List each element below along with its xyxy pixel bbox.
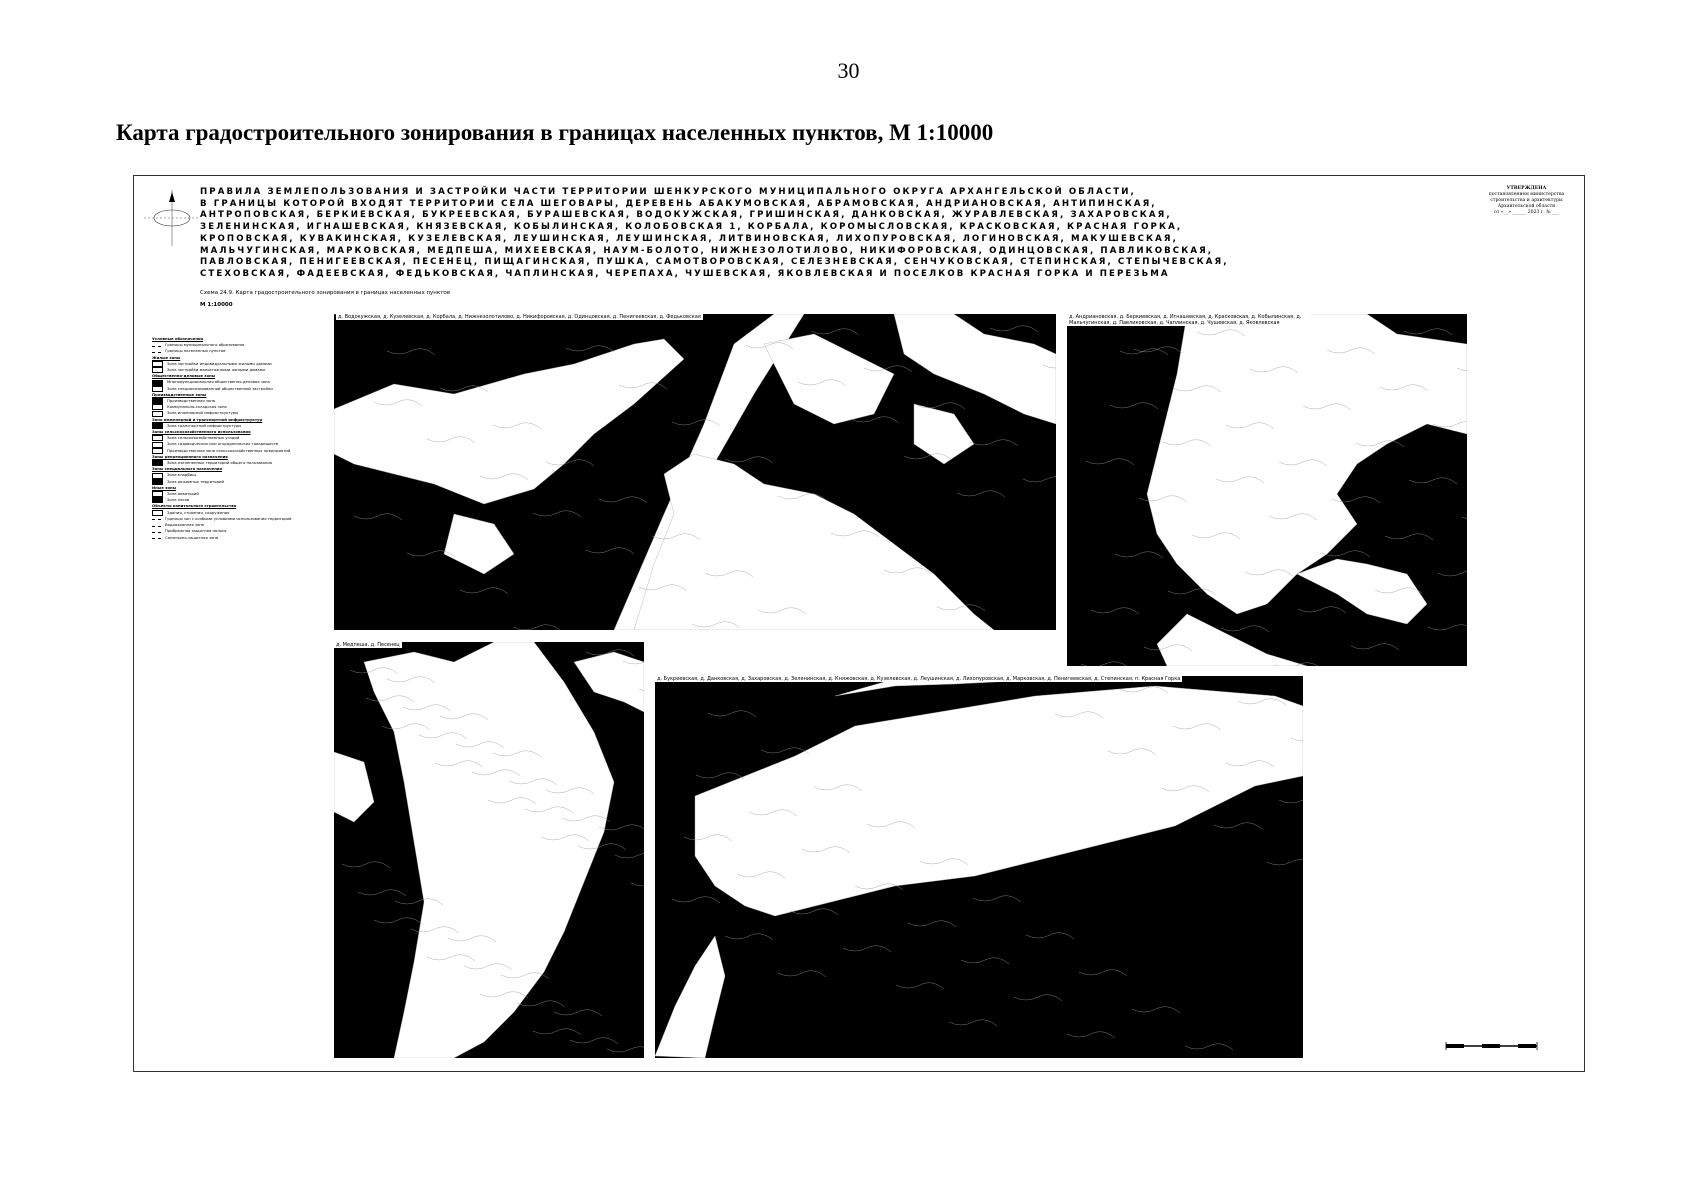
legend-swatch — [152, 491, 163, 497]
legend-swatch — [152, 380, 163, 386]
legend-label: Зона акваторий — [167, 491, 199, 497]
legend-label: Объекты капитального строительства — [152, 503, 237, 509]
legend-label: Коммунально-складская зона — [167, 404, 227, 410]
legend-label: Санитарно-защитная зона — [165, 534, 219, 540]
approval-line: постановлением министерства — [1488, 192, 1565, 197]
legend-swatch — [152, 404, 163, 410]
sheet-header — [200, 187, 1340, 281]
legend-label: Зона инженерной и транспортной инфраструктур — [152, 416, 263, 422]
legend-label: Водоохранная зона — [165, 522, 205, 528]
legend-label: Границы муниципального образования — [165, 342, 245, 348]
legend-label: Зона режимных территорий — [167, 478, 224, 484]
legend-label: Зона застройки индивидуальными жилыми домами — [167, 360, 272, 366]
legend-swatch — [152, 442, 163, 448]
map-panel-1 — [334, 314, 1056, 630]
legend-label: Зоны рекреационного назначения — [152, 453, 228, 459]
legend-swatch — [152, 510, 163, 516]
legend-swatch — [152, 411, 163, 417]
header-line: ПАВЛОВСКАЯ, ПЕНИГЕЕВСКАЯ, ПЕСЕНЕЦ, ПИЩАГИНСКАЯ, ПУШКА, САМОТВОРОВСКАЯ, СЕЛЕЗНЕВСКАЯ, СЕНЧУКОВСКАЯ, СТЕПИНСКАЯ, СТЕПЫЧЕВСКАЯ, — [200, 257, 1229, 268]
sheet-subtitle: Схема 24.9. Карта градостроительного зонирования в границах населенных пунктов — [200, 290, 451, 296]
legend-swatch — [152, 386, 163, 392]
document-title: Карта градостроительного зонирования в границах населенных пунктов, М 1:10000 — [116, 120, 994, 145]
legend-swatch — [152, 460, 163, 466]
legend-label: Производственные зоны — [152, 391, 207, 397]
scale-bar-icon — [1444, 1040, 1539, 1052]
legend-swatch — [152, 361, 163, 367]
approval-line: от «__» ______ 2023 г. № ___ — [1494, 210, 1559, 215]
approval-line: строительства и архитектуры — [1490, 198, 1563, 203]
legend-swatch — [152, 479, 163, 485]
north-arrow-icon — [142, 188, 202, 248]
legend-swatch — [152, 524, 161, 527]
legend-label: Зоны сельскохозяйственного использования — [152, 429, 251, 435]
legend-label: Зона лесов — [167, 497, 190, 503]
legend-label: Жилые зоны — [152, 354, 181, 360]
legend-label: Зона озелененных территорий общего пользования — [167, 460, 273, 466]
map-panel-3 — [334, 642, 644, 1058]
legend-label: Многофункциональная общественно-деловая зона — [167, 379, 270, 385]
legend-swatch — [152, 435, 163, 441]
legend-label: Зона застройки малоэтажными жилыми домами — [167, 367, 265, 373]
header-line: ПРАВИЛА ЗЕМЛЕПОЛЬЗОВАНИЯ И ЗАСТРОЙКИ ЧАСТИ ТЕРРИТОРИИ ШЕНКУРСКОГО МУНИЦИПАЛЬНОГО ОКРУГА АРХАНГЕЛЬСКОЙ ОБЛАСТИ, — [200, 187, 1136, 197]
header-line: АНТРОПОВСКАЯ, БЕРКИЕВСКАЯ, БУКРЕЕВСКАЯ, БУРАШЕВСКАЯ, ВОДОКУЖСКАЯ, ГРИШИНСКАЯ, ДАНКОВСКАЯ, ЖУРАВЛЕВСКАЯ, ЗАХАРОВСКАЯ, — [200, 210, 1172, 221]
legend-label: Зона садоводческих или огороднических товариществ — [167, 441, 279, 447]
legend-label: Границы населенных пунктов — [165, 348, 226, 354]
legend-label: Зона инженерной инфраструктуры — [167, 410, 239, 416]
legend-title: Условные обозначения — [152, 336, 204, 341]
panel-label: д. Медпеша, д. Песенец — [336, 642, 400, 648]
legend-label: Зона специализированной общественной застройки — [167, 385, 273, 391]
legend-label: Производственная зона сельскохозяйственных предприятий — [167, 447, 291, 453]
legend-swatch — [152, 530, 161, 533]
legend-row — [152, 535, 317, 541]
panel-label: д. Букреевская, д. Данковская, д. Захаровская, д. Зеленинская, д. Княжовская, д. Кузелевская, д. Леушинская, д. Лихопуровская, д. Марковская, д. Пенигеевская, д. Степинская, п. Красная Горка — [657, 676, 1181, 682]
zoning-map-image — [334, 642, 644, 1058]
legend-swatch — [152, 367, 163, 373]
zoning-map-image — [334, 314, 1056, 630]
header-line: В ГРАНИЦЫ КОТОРОЙ ВХОДЯТ ТЕРРИТОРИИ СЕЛА ШЕГОВАРЫ, ДЕРЕВЕНЬ АБАКУМОВСКАЯ, АБРАМОВСКАЯ, АНДРИАНОВСКАЯ, АНТИПИНСКАЯ, — [200, 198, 1157, 209]
legend-swatch — [152, 497, 163, 503]
legend-swatch — [152, 350, 161, 353]
legend-label: Границы зон с особыми условиями использования территорий — [165, 515, 292, 521]
panel-label: д. Андриановская, д. Беркиевская, д. Игнашевская, д. Красковская, д. Кобылинская, д. Мальчугинская, д. Павликовская, д. Чаплинская, д. Чушевская, д. Яковлевская — [1067, 314, 1311, 326]
legend-swatch — [152, 536, 161, 539]
header-line: ЗЕЛЕНИНСКАЯ, ИГНАШЕВСКАЯ, КНЯЗЕВСКАЯ, КОБЫЛИНСКАЯ, КОЛОБОВСКАЯ 1, КОРБАЛА, КОРОМЫСЛОВСКАЯ, КРАСКОВСКАЯ, КРАСНАЯ ГОРКА, — [200, 222, 1183, 233]
zoning-map-image — [1067, 314, 1467, 666]
page-number: 30 — [837, 58, 860, 83]
map-sheet — [133, 175, 1585, 1072]
legend-label: Зона транспортной инфраструктуры — [167, 422, 242, 428]
legend-swatch — [152, 398, 163, 404]
legend-swatch — [152, 517, 161, 520]
header-line: КРОПОВСКАЯ, КУВАКИНСКАЯ, КУЗЕЛЕВСКАЯ, ЛЕУШИНСКАЯ, ЛЕУШИНСКАЯ, ЛИТВИНОВСКАЯ, ЛИХОПУРОВСКАЯ, ЛОГИНОВСКАЯ, МАКУШЕВСКАЯ, — [200, 233, 1178, 244]
legend-label: Зона кладбищ — [167, 472, 196, 478]
header-line: МАЛЬЧУГИНСКАЯ, МАРКОВСКАЯ, МЕДПЕША, МИХЕЕВСКАЯ, НАУМ-БОЛОТО, НИЖНЕЗОЛОТИЛОВО, НИКИФОРОВСКАЯ, ОДИНЦОВСКАЯ, ПАВЛИКОВСКАЯ, — [200, 245, 1214, 256]
legend-label: Производственная зона — [167, 398, 216, 404]
legend-label: Общественно-деловые зоны — [152, 373, 216, 379]
map-legend — [152, 336, 317, 541]
header-line: СТЕХОВСКАЯ, ФАДЕЕВСКАЯ, ФЕДЬКОВСКАЯ, ЧАПЛИНСКАЯ, ЧЕРЕПАХА, ЧУШЕВСКАЯ, ЯКОВЛЕВСКАЯ И ПОСЕЛКОВ КРАСНАЯ ГОРКА И ПЕРЕЗЬМА — [200, 268, 1170, 279]
legend-swatch — [152, 473, 163, 479]
approval-line: УТВЕРЖДЕНА — [1506, 186, 1547, 191]
legend-label: Иные зоны — [152, 484, 177, 490]
panel-label: д. Водокужская, д. Кузелевская, д. Корбала, д. Нижнезолотилово, д. Никифоровская, д. Одинцовская, д. Пенигеевская, д. Федьковская — [338, 314, 701, 320]
approval-line: Архангельской области — [1497, 204, 1556, 209]
legend-label: Здания, строения, сооружения — [167, 509, 230, 515]
legend-swatch — [152, 448, 163, 454]
map-panel-4 — [655, 676, 1303, 1058]
legend-label: Прибрежная защитная полоса — [165, 528, 227, 534]
legend-label: Зоны специального назначения — [152, 466, 222, 472]
legend-swatch — [152, 423, 163, 429]
sheet-scale: М 1:10000 — [200, 302, 233, 308]
zoning-map-image — [655, 676, 1303, 1058]
map-panel-2 — [1067, 314, 1467, 666]
legend-swatch — [152, 344, 161, 347]
approval-stamp — [1479, 186, 1574, 216]
legend-label: Зона сельскохозяйственных угодий — [167, 435, 240, 441]
